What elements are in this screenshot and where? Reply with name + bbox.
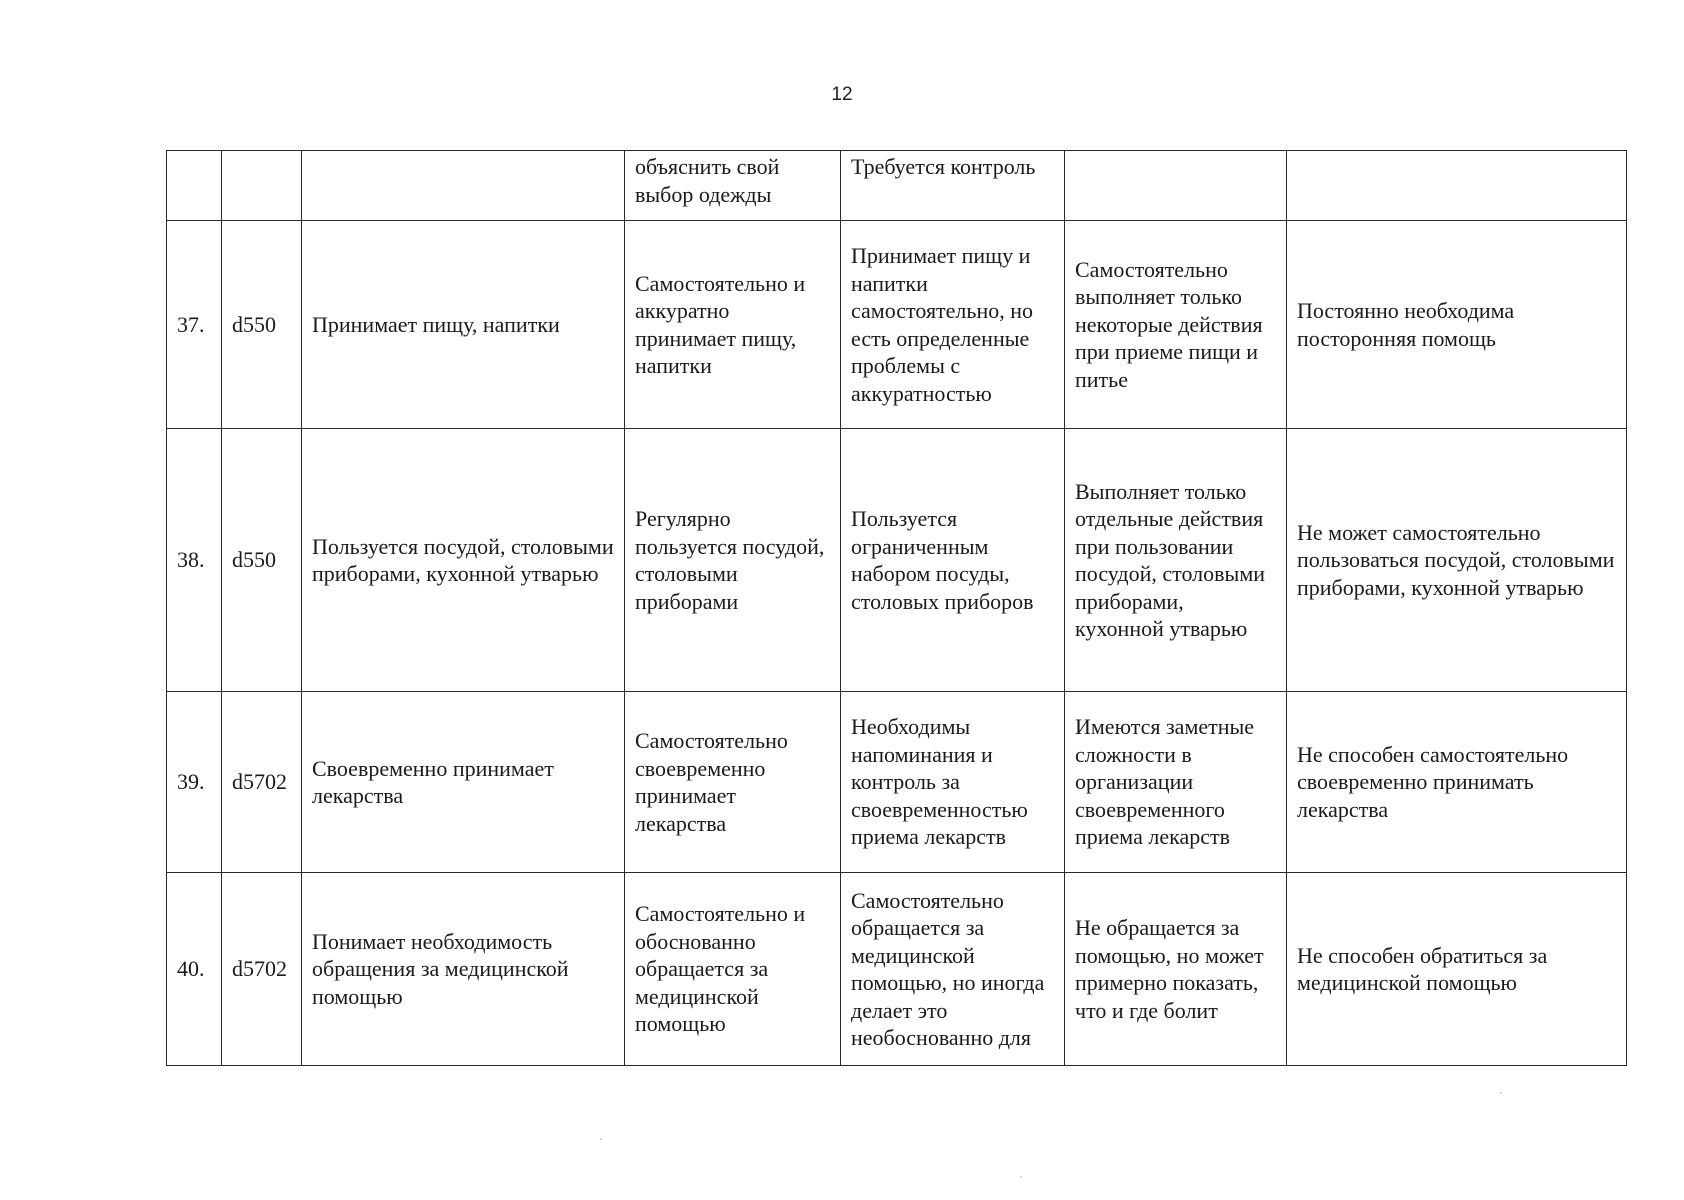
cell-code: d5702	[222, 873, 302, 1066]
table-row-38	[167, 429, 1627, 692]
cell-activity	[302, 151, 625, 221]
criteria-table	[166, 150, 1627, 1066]
cell-level-3: Самостоятельно выполняет только некоторые действия при приеме пищи и питье	[1065, 221, 1287, 429]
cell-activity: Понимает необходимость обращения за медицинской помощью	[302, 873, 625, 1066]
scan-speck	[600, 1138, 602, 1140]
cell-level-2: Принимает пищу и напитки самостоятельно, но есть определенные проблемы с аккуратностью	[841, 221, 1065, 429]
cell-level-1: Самостоятельно своевременно принимает лекарства	[625, 692, 841, 873]
scan-speck	[1020, 1176, 1022, 1178]
cell-level-1: объяснить свой выбор одежды	[625, 151, 841, 221]
cell-level-2-text: Самостоятельно обращается за медицинской помощью, но иногда делает это необоснованно для	[851, 887, 1045, 1050]
cell-level-2	[841, 873, 1065, 1066]
cell-number: 38.	[167, 429, 222, 692]
cell-level-4: Не способен обратиться за медицинской помощью	[1287, 873, 1627, 1066]
table-row-39	[167, 692, 1627, 873]
cell-level-4: Не может самостоятельно пользоваться посудой, столовыми приборами, кухонной утварью	[1287, 429, 1627, 692]
cell-level-2: Требуется контроль	[841, 151, 1065, 221]
page-number: 12	[831, 84, 853, 105]
cell-activity: Принимает пищу, напитки	[302, 221, 625, 429]
cell-level-3: Имеются заметные сложности в организации своевременного приема лекарств	[1065, 692, 1287, 873]
table-row-continuation	[167, 151, 1627, 221]
table-row-40	[167, 873, 1627, 1066]
cell-number: 37.	[167, 221, 222, 429]
table-row-37	[167, 221, 1627, 429]
scan-speck	[1500, 1092, 1502, 1094]
cell-level-1: Регулярно пользуется посудой, столовыми приборами	[625, 429, 841, 692]
cell-code	[222, 151, 302, 221]
cell-level-2: Пользуется ограниченным набором посуды, столовых приборов	[841, 429, 1065, 692]
cell-code: d550	[222, 221, 302, 429]
cell-level-1: Самостоятельно и обоснованно обращается за медицинской помощью	[625, 873, 841, 1066]
cell-number: 39.	[167, 692, 222, 873]
cell-code: d5702	[222, 692, 302, 873]
cell-code: d550	[222, 429, 302, 692]
cell-activity: Пользуется посудой, столовыми приборами, кухонной утварью	[302, 429, 625, 692]
cell-level-2: Необходимы напоминания и контроль за своевременностью приема лекарств	[841, 692, 1065, 873]
cell-number: 40.	[167, 873, 222, 1066]
cell-level-3: Не обращается за помощью, но может примерно показать, что и где болит	[1065, 873, 1287, 1066]
cell-level-4: Не способен самостоятельно своевременно принимать лекарства	[1287, 692, 1627, 873]
cell-level-4	[1287, 151, 1627, 221]
cell-level-3: Выполняет только отдельные действия при пользовании посудой, столовыми приборами, кухонной утварью	[1065, 429, 1287, 692]
cell-level-4: Постоянно необходима посторонняя помощь	[1287, 221, 1627, 429]
cell-level-1: Самостоятельно и аккуратно принимает пищу, напитки	[625, 221, 841, 429]
cell-level-3	[1065, 151, 1287, 221]
cell-activity: Своевременно принимает лекарства	[302, 692, 625, 873]
cell-number	[167, 151, 222, 221]
